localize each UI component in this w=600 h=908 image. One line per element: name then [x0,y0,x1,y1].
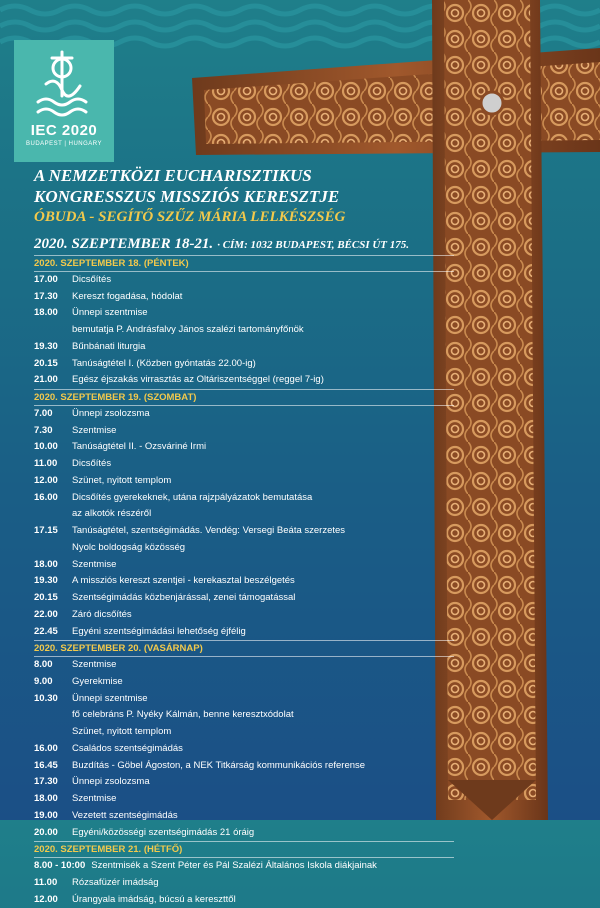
row-text: Szentmisék a Szent Péter és Pál Szalézi Általános Iskola diákjainak [91,858,377,875]
schedule-row [34,289,574,306]
row-text: Egész éjszakás virrasztás az Oltáriszentséggel (reggel 7-ig) [72,372,324,389]
title-line-1: A NEMZETKÖZI EUCHARISZTIKUS [34,165,434,186]
row-text: Buzdítás - Göbel Ágoston, a NEK Titkárság kommunikációs referense [72,758,365,775]
row-time [34,707,72,724]
row-time: 16.45 [34,758,72,775]
row-time: 18.00 [34,305,72,322]
row-time: 7.30 [34,423,72,440]
row-text: Tanúságtétel II. - Ozsváriné Irmi [72,439,206,456]
schedule-row [34,791,574,808]
row-text: Dicsőítés [72,272,111,289]
row-text: Ünnepi zsolozsma [72,774,150,791]
row-time: 22.45 [34,624,72,641]
day-heading: 2020. SZEPTEMBER 21. (HÉTFŐ) [34,841,454,858]
schedule-row [34,808,574,825]
row-text: Bűnbánati liturgia [72,339,145,356]
row-time: 19.00 [34,808,72,825]
day-heading: 2020. SZEPTEMBER 20. (VASÁRNAP) [34,640,454,657]
page-title [34,165,434,207]
schedule-row [34,758,574,775]
row-text: Ünnepi szentmise [72,691,148,708]
row-time: 18.00 [34,557,72,574]
row-time: 20.00 [34,825,72,842]
row-time: 12.00 [34,473,72,490]
schedule-row [34,707,574,724]
row-time [34,322,72,339]
row-text: Szünet, nyitott templom [72,473,171,490]
row-text: Rózsafüzér imádság [72,875,159,892]
row-time: 11.00 [34,875,72,892]
schedule-row [34,406,574,423]
row-time: 17.15 [34,523,72,540]
schedule-row [34,774,574,791]
schedule-row [34,858,574,875]
schedule-row [34,423,574,440]
row-text: Egyéni/közösségi szentségimádás 21 óráig [72,825,254,842]
row-text: Záró dicsőítés [72,607,132,624]
logo-title: IEC 2020 [14,122,114,139]
row-text: Szentségimádás közbenjárással, zenei támogatással [72,590,295,607]
row-text: Úrangyala imádság, búcsú a kereszttől [72,892,236,908]
row-time: 17.30 [34,774,72,791]
row-time: 16.00 [34,490,72,507]
row-time: 22.00 [34,607,72,624]
iec-emblem-icon [32,48,96,120]
schedule-row [34,573,574,590]
row-text: Egyéni szentségimádási lehetőség éjfélig [72,624,246,641]
date-line [34,235,409,253]
row-time: 8.00 [34,657,72,674]
row-time: 8.00 - 10:00 [34,858,85,875]
schedule-row [34,456,574,473]
row-time: 21.00 [34,372,72,389]
schedule-row [34,540,574,557]
row-time: 17.30 [34,289,72,306]
schedule-row [34,523,574,540]
schedule-row [34,372,574,389]
title-line-2: KONGRESSZUS MISSZIÓS KERESZTJE [34,186,434,207]
row-text: Szentmise [72,423,116,440]
row-time: 7.00 [34,406,72,423]
schedule-row [34,473,574,490]
row-text: Tanúságtétel I. (Közben gyóntatás 22.00-ig) [72,356,256,373]
row-text: Ünnepi szentmise [72,305,148,322]
row-time: 19.30 [34,339,72,356]
row-text: Nyolc boldogság közösség [72,540,185,557]
row-time: 11.00 [34,456,72,473]
row-time [34,506,72,523]
row-text: Szünet, nyitott templom [72,724,171,741]
row-time: 9.00 [34,674,72,691]
schedule-row [34,724,574,741]
schedule-row [34,607,574,624]
row-time: 20.15 [34,590,72,607]
page-subtitle: ÓBUDA - SEGÍTŐ SZŰZ MÁRIA LELKÉSZSÉG [34,209,345,226]
schedule-row [34,590,574,607]
schedule-row [34,557,574,574]
schedule-row [34,322,574,339]
row-text: fő celebráns P. Nyéky Kálmán, benne keresztхódolat [72,707,294,724]
schedule-row [34,875,574,892]
iec-logo [14,40,114,162]
schedule-row [34,657,574,674]
schedule [34,255,574,908]
row-text: az alkotók részéről [72,506,151,523]
logo-subtitle: BUDAPEST | HUNGARY [14,141,114,147]
schedule-row [34,825,574,842]
row-text: Ünnepi zsolozsma [72,406,150,423]
schedule-row [34,506,574,523]
schedule-row [34,305,574,322]
row-time: 12.00 [34,892,72,908]
row-text: Dicsőítés [72,456,111,473]
schedule-row [34,356,574,373]
day-heading: 2020. SZEPTEMBER 18. (PÉNTEK) [34,255,454,272]
schedule-row [34,272,574,289]
schedule-row [34,439,574,456]
event-date: 2020. SZEPTEMBER 18-21. [34,236,213,252]
schedule-row [34,892,574,908]
row-time: 18.00 [34,791,72,808]
row-text: Dicsőítés gyerekeknek, utána rajzpályázatok bemutatása [72,490,312,507]
event-address: · CÍM: 1032 BUDAPEST, BÉCSI ÚT 175. [217,239,409,251]
row-time: 19.30 [34,573,72,590]
row-time [34,540,72,557]
row-time: 10.00 [34,439,72,456]
row-text: A missziós kereszt szentjei - kerekasztal beszélgetés [72,573,295,590]
row-time: 17.00 [34,272,72,289]
day-heading: 2020. SZEPTEMBER 19. (SZOMBAT) [34,389,454,406]
row-text: Kereszt fogadása, hódolat [72,289,182,306]
schedule-row [34,339,574,356]
row-time [34,724,72,741]
schedule-row [34,741,574,758]
row-time: 16.00 [34,741,72,758]
row-text: Gyerekmise [72,674,123,691]
row-text: Szentmise [72,791,116,808]
row-text: Tanúságtétel, szentségimádás. Vendég: Versegi Beáta szerzetes [72,523,345,540]
row-time: 10.30 [34,691,72,708]
row-text: Családos szentségimádás [72,741,183,758]
schedule-row [34,691,574,708]
row-text: Szentmise [72,657,116,674]
schedule-row [34,490,574,507]
row-text: Vezetett szentségimádás [72,808,178,825]
row-time: 20.15 [34,356,72,373]
schedule-row [34,674,574,691]
row-text: bemutatja P. Andrásfalvy János szalézi tartományfőnök [72,322,304,339]
schedule-row [34,624,574,641]
row-text: Szentmise [72,557,116,574]
